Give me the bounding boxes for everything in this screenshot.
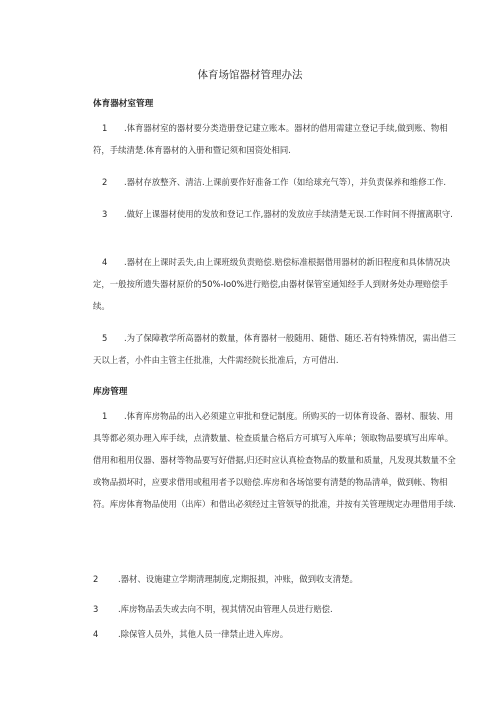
list-item: [93, 203, 457, 225]
document-title: 体育场馆器材管理办法: [197, 69, 303, 81]
list-item: [93, 251, 457, 317]
list-item: [93, 573, 358, 585]
list-item: [93, 628, 288, 640]
item-number: 1: [102, 123, 108, 133]
item-text: .做好上课器材使用的发放和登记工作,器材的发放应手续清楚无误.工作时间不得擅离职守.: [124, 209, 453, 219]
item-number: 5: [102, 333, 108, 343]
item-text: .体育库房物品的出入必须建立审批和登记制度。所购买的一切体育设备、器材、服装、用具等都必须办理入库手续，点清数量、检查质量合格后方可填写入库单；领取物品要填写出库单。借用和租用仪器、器材等物品要写好借据,归还时应认真检查物品的数量和质量，凡发现其数量不全或物品损坏时，应要求借用或租用者予以赔偿.库房和各场馆要有清楚的物品清单，做到帐、物相符。库房体育物品使用（出库）和借出必须经过主管领导的批准，并按有关管理规定办理借用手续.: [93, 411, 456, 509]
item-text: .为了保障教学所高器材的数量，体育器材一般随用、随借、随还.若有特殊情况，需出借三天以上者，小件由主管主任批准，大件需经院长批准后，方可借出.: [93, 333, 456, 365]
item-text: .除保管人员外，其他人员一律禁止进入库房。: [118, 629, 289, 639]
item-number: 2: [93, 574, 99, 584]
list-item: [93, 171, 457, 193]
item-number: 3: [93, 604, 99, 614]
item-text: .器材、设施建立学期清理制度,定期报损，冲账，做到收支清楚。: [118, 574, 358, 584]
item-number: 4: [93, 629, 99, 639]
item-text: .库房物品丢失或去向不明，视其情况由管理人员进行赔偿.: [118, 604, 333, 614]
item-number: 4: [102, 257, 108, 267]
item-number: 2: [102, 177, 108, 187]
list-item: [93, 603, 333, 615]
item-number: 3: [102, 209, 108, 219]
list-item: [93, 327, 457, 371]
list-item: [93, 117, 457, 161]
item-text: .器材在上课时丢失,由上课班级负责赔偿.赔偿标准根据借用器材的新旧程度和具体情况决定，一般按所遗失器材原价的50%-Io0%进行赔偿,由器材保管室通知经手人到财务处办理赔偿手续。: [93, 257, 451, 311]
item-number: 1: [102, 411, 108, 421]
item-text: .体育器材室的器材要分类造册登记建立账本。器材的借用需建立登记手续,做到账、物相符，手续清楚.体育器材的入册和暨记须和国资处相同.: [93, 123, 448, 155]
item-text: .器材存放整齐、清洁.上课前要作好准备工作（如给球充气等），并负责保养和维修工作.: [124, 177, 447, 187]
section-heading-equipment-room: 体育器材室管理: [93, 99, 154, 109]
list-item: [93, 405, 457, 515]
section-heading-warehouse: 库房管理: [93, 387, 128, 397]
